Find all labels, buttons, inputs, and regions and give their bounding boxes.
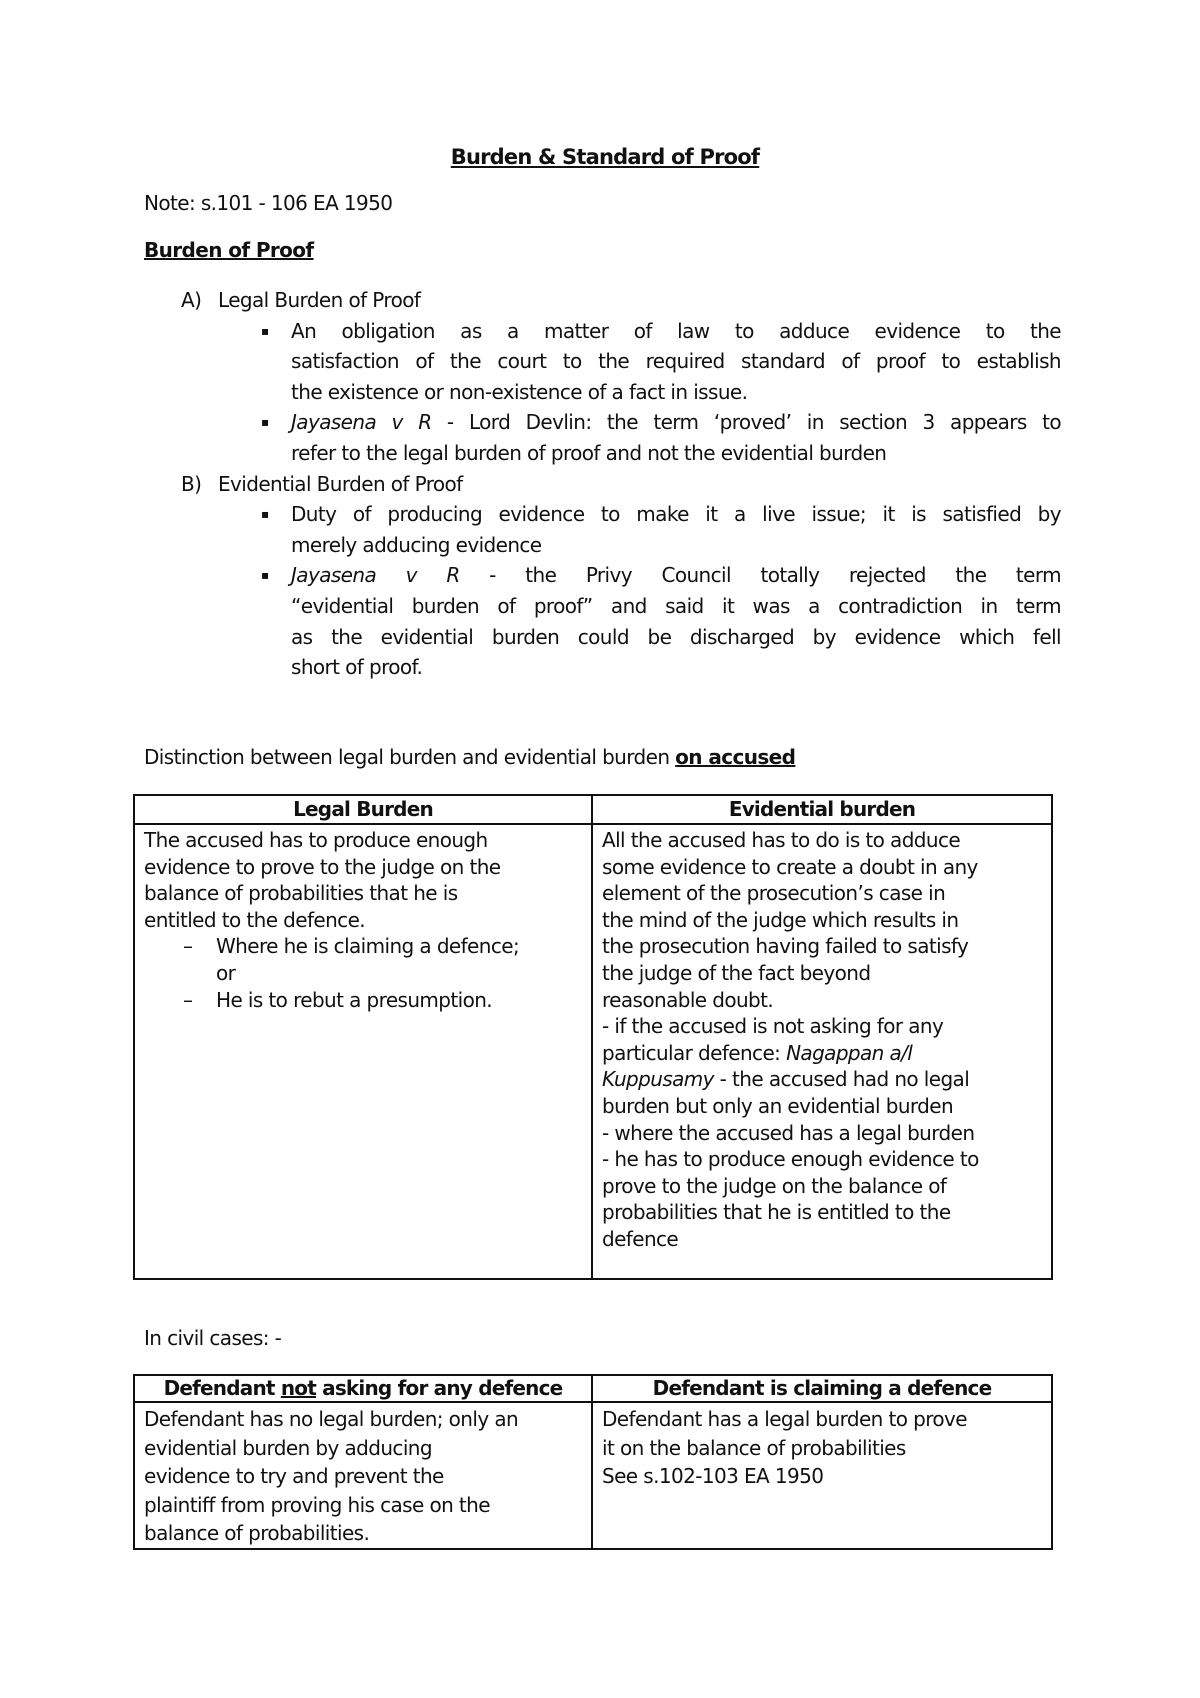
text-segment: element of the prosecution’s case in	[602, 881, 946, 906]
header-legal-burden: Legal Burden	[134, 795, 592, 824]
bullet-icon: ▪	[261, 415, 269, 430]
text-segment: evidence to try and prevent the	[144, 1464, 444, 1489]
cell-line	[602, 1199, 1051, 1226]
text-segment: refer to the legal burden of proof and not the evidential burden	[291, 440, 887, 465]
text-segment: evidence to prove to the judge on the	[144, 854, 501, 879]
text-segment: Defendant is claiming a defence	[652, 1376, 992, 1400]
text-segment: some evidence to create a doubt in any	[602, 854, 978, 879]
cell-line	[602, 933, 1051, 960]
cell-line	[144, 1405, 591, 1434]
text-segment: All the accused has to do is to adduce	[602, 828, 961, 852]
cell-line	[602, 827, 1051, 854]
bullet-line	[291, 346, 1061, 377]
accused-burden-table	[133, 794, 1053, 1280]
bullet-line	[291, 591, 1061, 622]
text-segment: Defendant	[163, 1376, 281, 1400]
bullet-line	[261, 316, 1061, 347]
text-segment: - the Privy Council totally rejected the term	[459, 563, 1061, 588]
bullet-line	[261, 560, 1061, 591]
cell-line	[144, 880, 591, 907]
bullet-line	[291, 652, 1061, 683]
distinction-heading	[144, 745, 795, 769]
case-name: Jayasena v R	[291, 563, 460, 588]
bullet-line	[291, 377, 1061, 408]
cell-line	[144, 933, 591, 960]
burden-list	[0, 285, 1200, 683]
cell-line	[602, 960, 1051, 987]
text-segment: - Lord Devlin: the term ‘proved’ in section 3 appears to	[431, 410, 1061, 435]
text-segment: probabilities that he is entitled to the	[602, 1200, 951, 1225]
civil-cases-label: In civil cases: -	[144, 1326, 282, 1350]
text-segment: balance of probabilities.	[144, 1521, 370, 1546]
section-heading: Burden of Proof	[144, 238, 314, 262]
item-label: Legal Burden of Proof	[218, 288, 421, 312]
bullet-icon: ▪	[261, 323, 269, 338]
text-segment: entitled to the defence.	[144, 907, 366, 932]
underlined-text: not	[280, 1376, 316, 1400]
cell-line	[602, 1120, 1051, 1147]
civil-burden-table	[133, 1374, 1053, 1550]
text-segment: Duty of producing evidence to make it a live issue; it is satisfied by	[291, 502, 1061, 527]
table-row	[134, 824, 1052, 1279]
text-segment: plaintiff from proving his case on the	[144, 1492, 490, 1517]
cell-line	[602, 1434, 1051, 1463]
text-segment: or	[216, 960, 236, 985]
text-segment: Defendant has no legal burden; only an	[144, 1407, 519, 1431]
text-segment: Where he is claiming a defence;	[216, 934, 520, 959]
bullet-icon: ▪	[261, 507, 269, 522]
text-segment: short of proof.	[291, 655, 423, 680]
text-segment: particular defence:	[602, 1040, 787, 1065]
cell-line	[602, 880, 1051, 907]
header-claiming-defence	[592, 1375, 1052, 1402]
cell-line	[602, 1093, 1051, 1120]
item-label: Evidential Burden of Proof	[218, 471, 463, 496]
text-segment: satisfaction of the court to the required standard of proof to establish	[291, 349, 1061, 374]
text-segment: as the evidential burden could be discharged by evidence which fell	[291, 624, 1061, 649]
text-segment: the existence or non-existence of a fact in issue.	[291, 379, 748, 404]
bullet-line	[291, 530, 1061, 561]
cell-line	[144, 987, 591, 1014]
text-segment: Defendant has a legal burden to prove	[602, 1407, 967, 1431]
cell-line	[144, 827, 591, 854]
cell-line	[602, 907, 1051, 934]
text-segment: An obligation as a matter of law to adduce evidence to the	[291, 318, 1061, 343]
bullet-line	[291, 622, 1061, 653]
note-line: Note: s.101 - 106 EA 1950	[144, 191, 393, 215]
bullet-icon: ▪	[261, 568, 269, 583]
cell-line	[602, 1405, 1051, 1434]
cell-line	[602, 1226, 1051, 1253]
bullet-line	[291, 438, 1061, 469]
text-segment: evidential burden by adducing	[144, 1435, 432, 1460]
cell-line	[602, 1173, 1051, 1200]
cell-line	[602, 1066, 1051, 1093]
cell-line	[602, 1013, 1051, 1040]
list-item-heading	[181, 285, 1200, 316]
table-row	[134, 1402, 1052, 1549]
case-name: Nagappan a/l	[786, 1040, 913, 1065]
cell-line	[144, 1462, 591, 1491]
cell-line	[602, 987, 1051, 1014]
text-segment: He is to rebut a presumption.	[216, 987, 493, 1012]
text-segment: merely adducing evidence	[291, 532, 542, 557]
case-name: Kuppusamy	[602, 1067, 714, 1092]
item-marker: A)	[181, 288, 202, 312]
header-evidential-burden: Evidential burden	[592, 795, 1052, 824]
cell-line	[144, 1519, 591, 1548]
cell-line	[602, 854, 1051, 881]
text-segment: reasonable doubt.	[602, 987, 774, 1012]
bullet-line	[261, 407, 1061, 438]
distinction-text: Distinction between legal burden and evidential burden	[144, 745, 676, 769]
cell-line	[602, 1146, 1051, 1173]
table-header-row	[134, 1375, 1052, 1402]
text-segment: burden but only an evidential burden	[602, 1093, 954, 1118]
text-segment: See s.102-103 EA 1950	[602, 1464, 824, 1489]
text-segment: - where the accused has a legal burden	[602, 1120, 975, 1145]
bullet-line	[261, 499, 1061, 530]
cell-line	[144, 854, 591, 881]
text-segment: - he has to produce enough evidence to	[602, 1147, 979, 1172]
dash-marker: –	[183, 934, 193, 959]
cell-line	[144, 1491, 591, 1520]
text-segment: the prosecution having failed to satisfy	[602, 934, 969, 959]
legal-burden-cell	[135, 825, 591, 1013]
text-segment: prove to the judge on the balance of	[602, 1173, 947, 1198]
cell-line	[144, 1434, 591, 1463]
text-segment: “evidential burden of proof” and said it was a contradiction in term	[291, 593, 1061, 618]
distinction-emphasis: on accused	[675, 745, 796, 769]
evidential-burden-cell	[593, 825, 1051, 1253]
cell-line	[602, 1462, 1051, 1491]
text-segment: - if the accused is not asking for any	[602, 1014, 944, 1039]
header-not-asking-defence	[134, 1375, 592, 1402]
cell-line	[144, 907, 591, 934]
no-defence-cell	[135, 1403, 591, 1548]
text-segment: balance of probabilities that he is	[144, 881, 458, 906]
cell-line	[602, 1040, 1051, 1067]
case-name: Jayasena v R	[291, 410, 432, 435]
text-segment: - the accused had no legal	[713, 1067, 970, 1092]
text-segment: asking for any defence	[315, 1376, 563, 1400]
text-segment: the judge of the fact beyond	[602, 960, 871, 985]
text-segment: defence	[602, 1226, 679, 1251]
item-marker: B)	[181, 471, 202, 496]
table-header-row	[134, 795, 1052, 824]
document-title: Burden & Standard of Proof	[450, 145, 760, 169]
dash-marker: –	[183, 987, 193, 1012]
text-segment: it on the balance of probabilities	[602, 1435, 906, 1460]
text-segment: The accused has to produce enough	[144, 828, 488, 852]
cell-line	[144, 960, 591, 987]
text-segment: the mind of the judge which results in	[602, 907, 959, 932]
list-item-heading	[181, 469, 1200, 500]
claiming-defence-cell	[593, 1403, 1051, 1491]
